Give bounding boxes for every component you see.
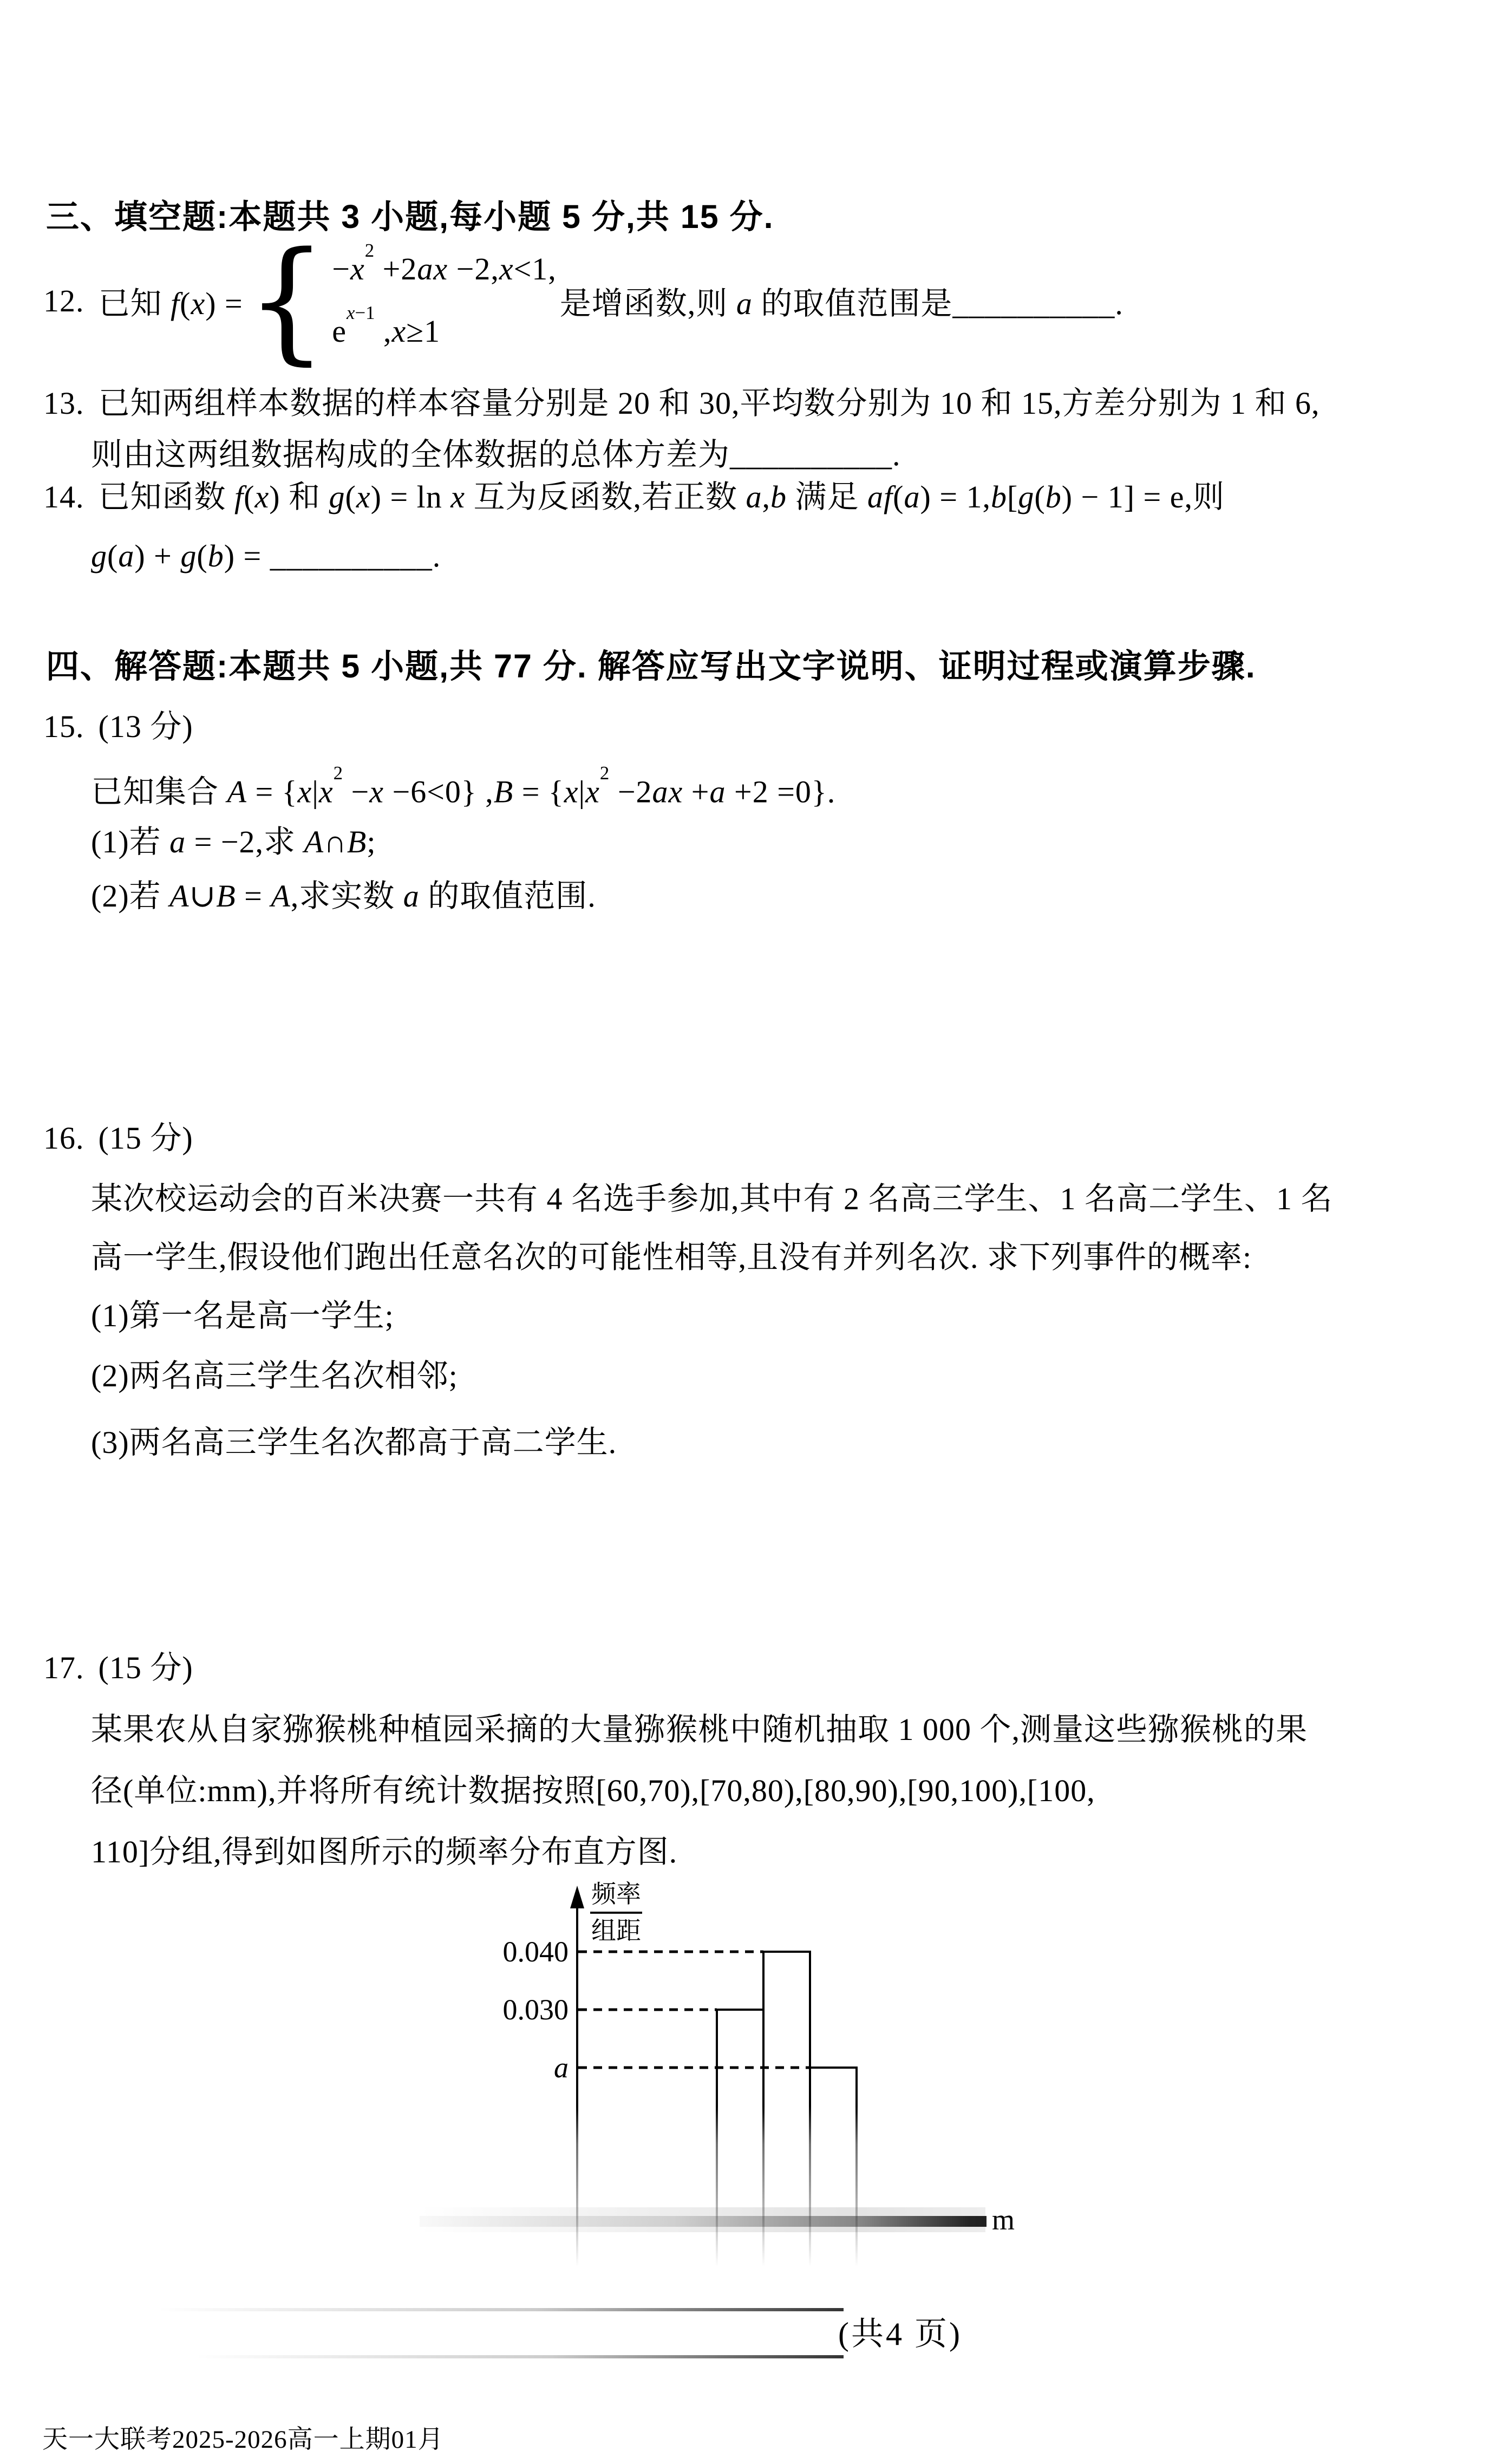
question-14-text1: 已知函数 f(x) 和 g(x) = ln x 互为反函数,若正数 a,b 满足 af(a) = 1,b[g(b) − 1] = e,则: [98, 479, 1225, 514]
exam-footer-title: 天一大联考2025-2026高一上期01月: [42, 2426, 444, 2454]
piecewise-case-2: $e^{x-1}$ ,x≥1: [332, 302, 441, 349]
question-12: [43, 224, 1123, 377]
question-14-line2: g(a) + g(b) = __________.: [91, 538, 441, 573]
question-15-part1: (1)若 a = −2,求 A∩B;: [91, 824, 376, 859]
question-13-number: 13.: [43, 386, 84, 421]
x-axis-faded-line: [420, 2216, 987, 2227]
histogram-dashed-gridlines: [578, 1952, 810, 2068]
question-16-part2: (2)两名高三学生名次相邻;: [91, 1358, 458, 1393]
question-16-head: [43, 1120, 193, 1157]
question-13-line1: [43, 385, 1320, 422]
section3-header: 三、填空题:本题共 3 小题,每小题 5 分,共 15 分.: [46, 198, 774, 235]
y-axis-label-numerator: 频率: [591, 1880, 641, 1908]
question-13-text1: 已知两组样本数据的样本容量分别是 20 和 30,平均数分别为 10 和 15,方差分别为 1 和 6,: [98, 386, 1320, 421]
question-16-number: 16.: [43, 1120, 84, 1156]
question-17-line1: 某果农从自家猕猴桃种植园采摘的大量猕猴桃中随机抽取 1 000 个,测量这些猕猴桃的果: [91, 1712, 1308, 1747]
question-14-number: 14.: [43, 479, 84, 514]
y-tick-0040: 0.040: [502, 1935, 569, 1968]
question-17-line2: 径(单位:mm),并将所有统计数据按照[60,70),[70,80),[80,90),[90,100),[100,: [91, 1773, 1095, 1808]
question-15-score: (13 分): [98, 709, 193, 744]
page-count-indicator: (共4 页): [838, 2316, 962, 2352]
question-15-part2: (2)若 A∪B = A,求实数 a 的取值范围.: [91, 878, 596, 914]
piecewise-brace: {: [246, 224, 328, 377]
question-16-line1: 某次校运动会的百米决赛一共有 4 名选手参加,其中有 2 名高三学生、1 名高二学生、1 名: [91, 1181, 1333, 1216]
question-17-line3: 110]分组,得到如图所示的频率分布直方图.: [91, 1834, 678, 1869]
frequency-histogram-figure: [444, 1874, 1094, 2296]
question-17-score: (15 分): [98, 1650, 193, 1685]
fraction-line: [590, 1912, 642, 1914]
question-16-line2: 高一学生,假设他们跑出任意名次的可能性相等,且没有并列名次. 求下列事件的概率:: [91, 1240, 1252, 1275]
y-axis-label-denominator: 组距: [591, 1917, 641, 1945]
piecewise-rows: [332, 240, 557, 349]
question-15-number: 15.: [43, 709, 84, 744]
question-12-number: 12.: [43, 283, 84, 318]
question-16-part1: (1)第一名是高一学生;: [91, 1298, 394, 1333]
question-17-head: [43, 1650, 193, 1686]
piecewise-case-1: $-x^2 +2ax -2,x<1$,: [332, 240, 557, 287]
question-15-intro: 已知集合 $A = \{x|x^2 -x -6<0\} ,B = \{x|x^2 -2ax +a +2 =0\}$.: [91, 762, 836, 810]
scan-streak-line-bottom: [195, 2355, 844, 2358]
question-16-score: (15 分): [98, 1120, 193, 1156]
scan-streak-line-top: [157, 2308, 844, 2311]
question-17-number: 17.: [43, 1650, 84, 1685]
y-tick-0030: 0.030: [502, 1993, 569, 2026]
question-14-line1: [43, 479, 1225, 516]
y-axis-arrow: [570, 1886, 584, 1908]
y-tick-a: a: [554, 2051, 569, 2084]
piecewise-function: [246, 224, 557, 377]
x-axis-label: m: [992, 2204, 1015, 2236]
question-12-tail: 是增函数,则 a 的取值范围是__________.: [559, 286, 1123, 321]
section4-header: 四、解答题:本题共 5 小题,共 77 分. 解答应写出文字说明、证明过程或演算步骤.: [46, 648, 1256, 685]
question-12-lead: 已知 f(x) =: [98, 286, 243, 321]
question-15-head: [43, 708, 193, 745]
y-axis-label: [584, 1880, 649, 1945]
question-16-part3: (3)两名高三学生名次都高于高二学生.: [91, 1425, 617, 1460]
question-13-line2: 则由这两组数据构成的全体数据的总体方差为__________.: [91, 437, 901, 472]
histogram-bar-[70,80): [717, 2010, 763, 2279]
histogram-bar-[90,100): [810, 2068, 857, 2279]
